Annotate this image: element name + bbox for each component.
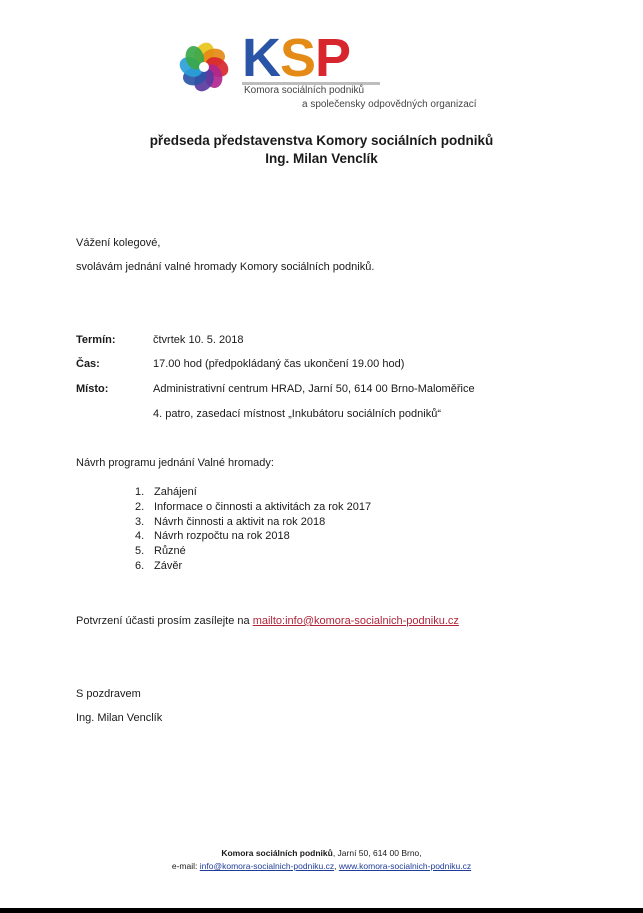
list-item — [135, 560, 182, 572]
document-title-line1: předseda představenstva Komory sociálních podniků — [149, 133, 494, 148]
logo-letter-s: S — [280, 28, 316, 88]
logo-letter-p: P — [315, 28, 351, 88]
ksp-logo-letters — [242, 28, 350, 88]
footer-address-line — [0, 848, 643, 858]
list-item-text: Návrh činnosti a aktivit na rok 2018 — [154, 516, 326, 528]
confirmation-text: Potvrzení účasti prosím zasílejte na — [76, 615, 250, 627]
signature: Ing. Milan Venclík — [76, 712, 163, 724]
list-item-text: Různé — [154, 545, 186, 557]
list-item-number: 4. — [135, 530, 145, 542]
list-item-number: 3. — [135, 516, 145, 528]
intro-text: svolávám jednání valné hromady Komory sociálních podniků. — [76, 261, 375, 273]
page-bottom-edge — [0, 908, 643, 913]
footer-org: Komora sociálních podniků — [221, 848, 333, 858]
program-heading: Návrh programu jednání Valné hromady: — [76, 457, 274, 469]
list-item — [135, 545, 186, 557]
time-value: 17.00 hod (předpokládaný čas ukončení 19.00 hod) — [153, 358, 405, 370]
ksp-logo-flower — [173, 36, 235, 98]
list-item-number: 1. — [135, 486, 145, 498]
footer-separator: , — [334, 861, 337, 871]
footer-address: , Jarní 50, 614 00 Brno, — [332, 848, 422, 858]
logo-letter-k: K — [242, 28, 280, 88]
confirmation-email-link[interactable]: mailto:info@komora-socialnich-podniku.cz — [252, 615, 459, 627]
document-title-line2: Ing. Milan Venclík — [265, 151, 378, 166]
list-item-number: 5. — [135, 545, 145, 557]
place-value-line2: 4. patro, zasedací místnost „Inkubátoru sociálních podniků“ — [153, 408, 441, 420]
list-item-text: Informace o činnosti a aktivitách za rok 2017 — [154, 501, 372, 513]
place-value-line1: Administrativní centrum HRAD, Jarní 50, 614 00 Brno-Maloměřice — [153, 383, 475, 395]
term-label: Termín: — [76, 334, 116, 346]
list-item-text: Závěr — [154, 560, 183, 572]
list-item — [135, 501, 371, 513]
logo-subtitle-line2: a společensky odpovědných organizací — [302, 99, 477, 110]
list-item-number: 2. — [135, 501, 145, 513]
list-item-number: 6. — [135, 560, 145, 572]
confirmation-line — [76, 615, 459, 627]
footer-email-label: e-mail: — [171, 861, 198, 871]
place-label: Místo: — [76, 383, 109, 395]
list-item — [135, 530, 290, 542]
list-item-text: Zahájení — [154, 486, 197, 498]
list-item — [135, 516, 325, 528]
logo-subtitle-line1: Komora sociálních podniků — [244, 85, 365, 96]
list-item — [135, 486, 197, 498]
term-value: čtvrtek 10. 5. 2018 — [153, 334, 244, 346]
footer-email-link[interactable]: info@komora-socialnich-podniku.cz — [199, 861, 335, 871]
greeting: Vážení kolegové, — [76, 237, 161, 249]
time-label: Čas: — [76, 358, 100, 370]
footer-web-link[interactable]: www.komora-socialnich-podniku.cz — [338, 861, 472, 871]
footer-contact-line — [0, 861, 643, 871]
list-item-text: Návrh rozpočtu na rok 2018 — [154, 530, 290, 542]
closing-regards: S pozdravem — [76, 688, 141, 700]
